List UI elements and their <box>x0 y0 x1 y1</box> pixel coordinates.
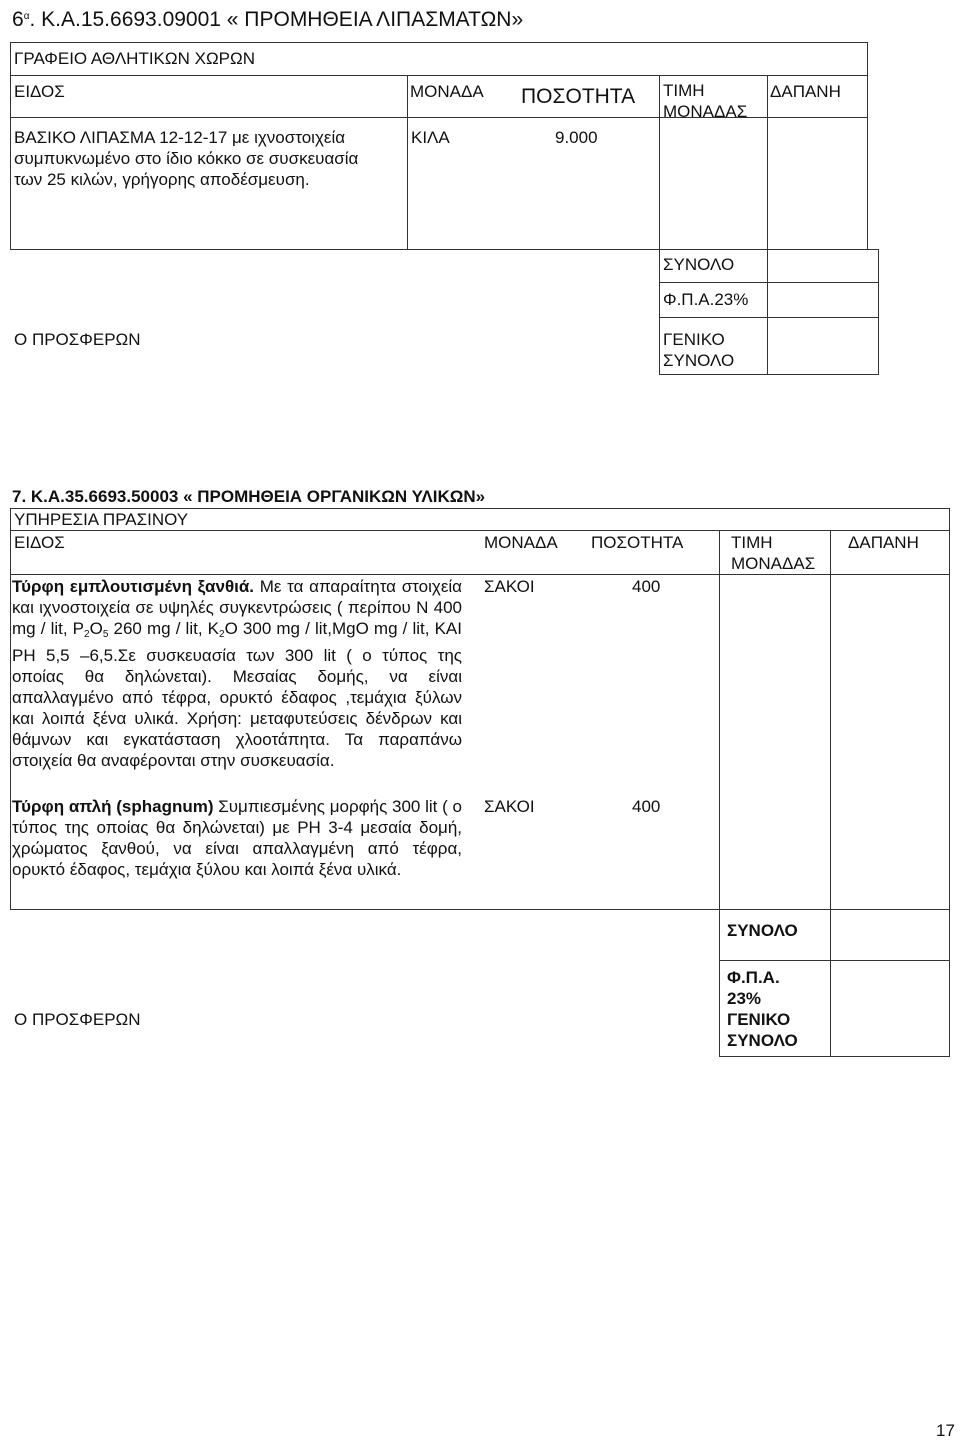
section2-header-price-2: ΜΟΝΑΔΑΣ <box>731 554 816 573</box>
section2-heading: 7. Κ.Α.35.6693.50003 « ΠΡΟΜΗΘΕΙΑ ΟΡΓΑΝΙΚΩΝ ΥΛΙΚΩΝ» <box>12 487 486 506</box>
section2-grand-total-label-1: ΓΕΝΙΚΟ <box>727 1010 791 1029</box>
section2-row2-unit: ΣΑΚΟΙ <box>484 797 535 816</box>
section2-vat-label-2: 23% <box>727 989 762 1008</box>
section2-header-unit: ΜΟΝΑΔΑ <box>484 533 558 552</box>
section2-col-divider-1 <box>719 530 720 910</box>
section2-col-divider-2 <box>830 530 831 910</box>
section1-col-divider-2 <box>659 75 660 250</box>
section2-row1-description <box>12 576 462 771</box>
section2-totals-line-1 <box>719 960 950 961</box>
section2-header-item: ΕΙΔΟΣ <box>14 533 65 552</box>
section2-row1-sub-b: 5 <box>102 629 109 640</box>
section2-row1-text-b: O <box>89 619 103 638</box>
section1-header-unit: ΜΟΝΑΔΑ <box>410 82 484 101</box>
section1-header-item: ΕΙΔΟΣ <box>14 82 65 101</box>
section2-row1-text-a: Με τα απαραίτητα στοιχεία και ιχνοστοιχεία σε υψηλές συγκεντρώσεις ( περίπου Ν 400 mg / lit, P <box>12 577 462 638</box>
section2-row1-quantity: 400 <box>632 577 661 596</box>
section2-header-price-1: ΤΙΜΗ <box>731 533 773 552</box>
section2-grand-total-label-2: ΣΥΝΟΛΟ <box>727 1031 798 1050</box>
section1-row-quantity: 9.000 <box>555 128 598 147</box>
section1-header-price-1: ΤΙΜΗ <box>663 81 705 100</box>
section1-vat-label: Φ.Π.Α.23% <box>663 290 749 309</box>
section1-grand-total-label-1: ΓΕΝΙΚΟ <box>663 330 725 349</box>
section1-header-price-2: ΜΟΝΑΔΑΣ <box>663 102 748 121</box>
section1-heading-sup: α <box>23 11 30 22</box>
section1-heading-text: . Κ.Α.15.6693.09001 « ΠΡΟΜΗΘΕΙΑ ΛΙΠΑΣΜΑΤΩΝ» <box>29 8 524 31</box>
section2-offerer: Ο ΠΡΟΣΦΕΡΩΝ <box>14 1010 141 1029</box>
section2-total-label: ΣΥΝΟΛΟ <box>727 921 798 940</box>
section1-row-desc-1: ΒΑΣΙΚΟ ΛΙΠΑΣΜΑ 12-12-17 με ιχνοστοιχεία <box>14 128 346 147</box>
section1-row-unit: ΚΙΛΑ <box>411 128 450 147</box>
section2-row1-sub-c: 2 <box>219 629 225 640</box>
section2-row2-text: Συμπιεσμένης μορφής 300 lit ( ο τύπος της οποίας θα δηλώνεται) με PH 3-4 μεσαία δομή, χρώματος ξανθού, να είναι απαλλαγμένη από τέφρα, ορυκτό έδαφος, τεμάχια ξύλου και λοιπά ξένα υλικά. <box>12 797 463 879</box>
section1-row-desc-3: των 25 κιλών, γρήγορης αποδέσμευση. <box>14 170 310 189</box>
section1-header-quantity: ΠΟΣΟΤΗΤΑ <box>521 85 636 108</box>
section2-row1-sub-a: 2 <box>84 629 90 640</box>
section1-offerer: Ο ΠΡΟΣΦΕΡΩΝ <box>14 330 141 349</box>
section2-line-dept <box>10 530 950 531</box>
section2-line-header <box>10 574 950 575</box>
section1-row-desc-2: συμπυκνωμένο στο ίδιο κόκκο σε συσκευασία <box>14 149 359 168</box>
section2-row2-description <box>12 796 462 880</box>
section2-row1-text-d: O 300 mg / lit,MgO mg / lit, KAI PH 5,5 –6,5.Σε συσκευασία των 300 lit ( ο τύπος της οποίας θα δηλώνεται). Μεσαίας δομής, να είναι απαλλαγμένο από τέφρα, ορυκτό έδαφος ,τεμάχια ξύλων και λοιπά ξένα υλικά. Χρήση: μεταφυτεύσεις δένδρων και θάμνων και εγκατάσταση χλοοτάπητα. Τα παραπάνω στοιχεία θα αναφέρονται στην συσκευασία. <box>12 619 462 770</box>
section1-totals-line-1 <box>659 282 879 283</box>
section1-col-divider-3 <box>767 75 768 250</box>
section2-department: ΥΠΗΡΕΣΙΑ ΠΡΑΣΙΝΟΥ <box>14 510 189 529</box>
section1-total-label: ΣΥΝΟΛΟ <box>663 255 735 274</box>
section2-totals-divider <box>830 909 831 1057</box>
section2-row2-quantity: 400 <box>632 797 661 816</box>
section1-department: ΓΡΑΦΕΙΟ ΑΘΛΗΤΙΚΩΝ ΧΩΡΩΝ <box>14 49 255 68</box>
section1-totals-divider <box>767 249 768 375</box>
section2-row1-text-c: 260 mg / lit, K <box>108 619 220 638</box>
section1-totals-line-2 <box>659 317 879 318</box>
section2-row2-title: Τύρφη απλή (sphagnum) <box>12 797 214 816</box>
page-number: 17 <box>936 1421 955 1440</box>
section2-row1-unit: ΣΑΚΟΙ <box>484 577 535 596</box>
section1-heading-num: 6 <box>12 8 24 31</box>
section1-heading <box>12 6 523 30</box>
section1-col-divider-1 <box>407 75 408 250</box>
section1-grand-total-label-2: ΣΥΝΟΛΟ <box>663 351 735 370</box>
section2-header-quantity: ΠΟΣΟΤΗΤΑ <box>591 533 684 552</box>
section2-row1-title: Τύρφη εμπλουτισμένη ξανθιά. <box>12 577 255 596</box>
section2-header-cost: ΔΑΠΑΝΗ <box>848 533 919 552</box>
section1-line-dept <box>10 75 868 76</box>
section2-vat-label-1: Φ.Π.Α. <box>727 968 780 987</box>
section1-header-cost: ΔΑΠΑΝΗ <box>770 82 841 101</box>
